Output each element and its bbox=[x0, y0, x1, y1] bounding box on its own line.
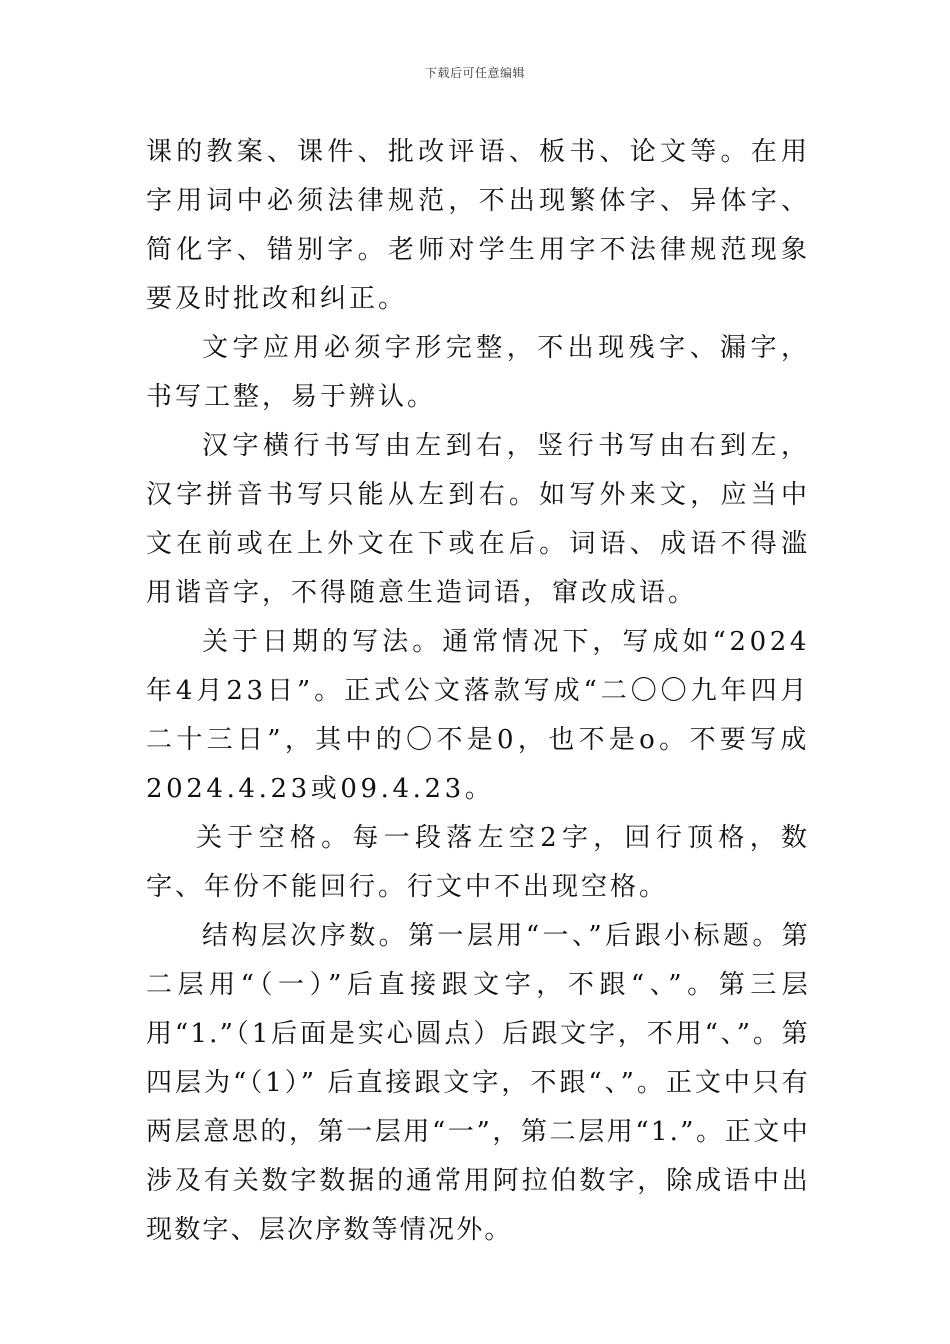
paragraph-3: 汉字横行书写由左到右，竖行书写由右到左，汉字拼音书写只能从左到右。如写外来文，应当中文在前或在上外文在下或在后。词语、成语不得滥用谐音字，不得随意生造词语，窜改成语。 bbox=[146, 431, 810, 608]
page-header: 下载后可任意编辑 bbox=[424, 66, 525, 80]
paragraph-5: 关于空格。每一段落左空2字，回行顶格，数字、年份不能回行。行文中不出现空格。 bbox=[146, 823, 810, 902]
document-body bbox=[146, 128, 810, 1255]
paragraph-1: 课的教案、课件、批改评语、板书、论文等。在用字用词中必须法律规范，不出现繁体字、异体字、简化字、错别字。老师对学生用字不法律规范现象要及时批改和纠正。 bbox=[146, 137, 810, 314]
paragraph-2: 文字应用必须字形完整，不出现残字、漏字，书写工整，易于辨认。 bbox=[146, 333, 810, 412]
paragraph-4: 关于日期的写法。通常情况下，写成如“2024年4月23日”。正式公文落款写成“二〇〇九年四月二十三日”，其中的〇不是0，也不是o。不要写成2024.4.23或09.4.23。 bbox=[146, 627, 810, 804]
paragraph-6: 结构层次序数。第一层用“一、”后跟小标题。第二层用“（一）”后直接跟文字，不跟“、”。第三层用“1.”（1后面是实心圆点）后跟文字，不用“、”。第四层为“（1）” 后直接跟文字，不跟“、”。正文中只有两层意思的，第一层用“一”，第二层用“1.”。正文中涉及有关数字数据的通常用阿拉伯数字，除成语中出现数字、层次序数等情况外。 bbox=[146, 921, 810, 1245]
